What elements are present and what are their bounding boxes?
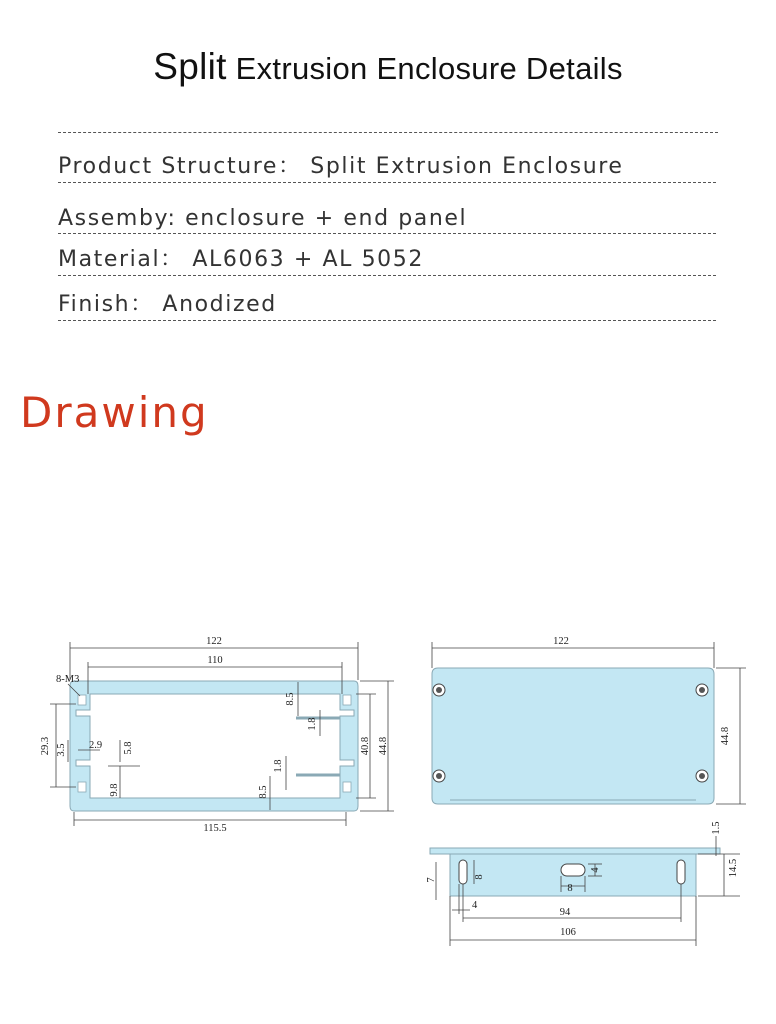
end-panel-front (432, 636, 746, 804)
dim-rib-top: 8.5 (285, 692, 296, 706)
dim-slot-width: 2.9 (89, 740, 103, 751)
dim-side-slot-width: 8 (567, 883, 573, 894)
dim-side-hole-offset: 7 (426, 877, 437, 883)
dim-panel-height: 44.8 (720, 726, 731, 746)
profile-slot-br (343, 782, 351, 792)
panel-side-center-slot (561, 864, 585, 876)
end-panel-hole-bl-core (436, 773, 442, 779)
dim-outer-height: 44.8 (378, 736, 389, 756)
spec-structure-text: Product Structure： Split Extrusion Enclosure (58, 154, 624, 179)
dim-side-edge-offset: 4 (472, 900, 478, 911)
dim-inner-width: 110 (207, 655, 223, 666)
dim-panel-width: 122 (553, 636, 569, 647)
drawing-heading: Drawing (20, 388, 209, 437)
dim-gap-small: 3.5 (56, 743, 67, 757)
profile-slot-tr (343, 695, 351, 705)
end-panel-shape (432, 668, 714, 804)
dim-side-slot-height: 4 (590, 867, 601, 873)
dim-side-hole-height: 8 (474, 874, 485, 880)
end-panel-hole-tr-core (699, 687, 705, 693)
profile-slot-bl (78, 782, 86, 792)
spec-assembly-text: Assemby: enclosure + end panel (58, 206, 468, 231)
dim-rib-bottom-thk: 1.8 (273, 759, 284, 773)
spec-material-text: Material： AL6063 + AL 5052 (58, 247, 424, 272)
panel-side-hole-right (677, 860, 685, 884)
end-panel-hole-tl-core (436, 687, 442, 693)
spec-finish-text: Finish： Anodized (58, 292, 277, 317)
profile-slot-tl (78, 695, 86, 705)
panel-side-hole-left (459, 860, 467, 884)
dim-rib-top-thk: 1.8 (307, 717, 318, 731)
dim-slot-depth: 5.8 (123, 741, 134, 755)
dim-overall-width: 122 (206, 636, 222, 647)
dim-screw-spec: 8-M3 (56, 674, 80, 685)
dim-side-height: 14.5 (728, 858, 739, 878)
dim-side-span-outer: 106 (560, 927, 576, 938)
dim-height-left: 29.3 (40, 736, 51, 756)
panel-side-lip (430, 848, 720, 854)
dim-bottom-width: 115.5 (203, 823, 227, 834)
dim-slot-height: 9.8 (109, 783, 120, 797)
page-title-first-word: Split (153, 46, 227, 87)
page-title-rest: Extrusion Enclosure Details (235, 51, 623, 86)
dim-inner-height: 40.8 (360, 736, 371, 756)
dim-rib-bottom: 8.5 (258, 785, 269, 799)
dim-side-span-inner: 94 (559, 907, 571, 918)
end-panel-hole-br-core (699, 773, 705, 779)
dim-side-thickness: 1.5 (711, 821, 722, 835)
end-panel-side (426, 821, 740, 946)
